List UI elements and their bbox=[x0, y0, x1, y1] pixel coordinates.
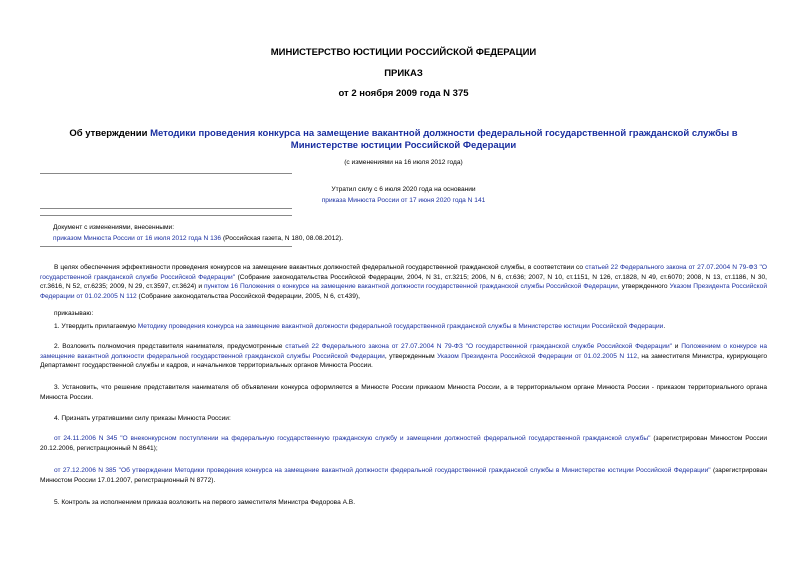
methodology-link[interactable]: Методику проведения конкурса на замещение вакантной должности федеральной государственной гражданской службы в Министерстве юстиции Российской Федерации bbox=[137, 323, 664, 330]
federal-law-article-22-link[interactable]: статьей 22 Федерального закона от 27.07.2004 N 79-ФЗ "О государственной гражданской службе Российской Федерации" bbox=[40, 264, 767, 281]
expired-order-link[interactable]: приказа Минюста России от 17 июня 2020 года N 141 bbox=[321, 197, 486, 204]
preamble-text: (Собрание законодательства Российской Федерации, 2005, N 6, ст.439), bbox=[136, 292, 360, 300]
item-4-a bbox=[40, 434, 767, 453]
item-text: (зарегистрирован Минюстом России 17.01.2007, регистрационный N 8772). bbox=[40, 467, 767, 484]
item-4: 4. Признать утратившими силу приказы Минюста России: bbox=[54, 415, 231, 422]
presidential-decree-link[interactable]: Указом Президента Российской Федерации от 01.02.2005 N 112 bbox=[437, 352, 638, 360]
item-3: 3. Установить, что решение представителя нанимателя об объявлении конкурса оформляется в Минюсте России приказом Минюста России, а в территориальном органе Минюста России - приказом территориального органа Минюста России. bbox=[40, 384, 767, 401]
item-text: (зарегистрирован Минюстом России 20.12.2006, регистрационный N 8641); bbox=[40, 435, 768, 452]
doc-date-number: от 2 ноября 2009 года N 375 bbox=[338, 88, 469, 99]
regulation-point-16-link[interactable]: пунктом 16 Положения о конкурсе на замещение вакантной должности государственной гражданской службы Российской Федерации bbox=[204, 283, 618, 291]
item-text: и bbox=[672, 343, 682, 350]
item-text: . bbox=[663, 323, 666, 330]
amended-source bbox=[53, 234, 733, 243]
preamble-text: (Собрание законодательства Российской Федерации, 2004, N 31, ст.3215; 2006, N 6, ст.636; 2007, N 10, ст.1151, N 126, ст.1828, N 49, ст.6070; 2008, N 13, ст.1186, N 30, ст.3616, N 52, ст.6235; 2009, N 29, ст.3597, ст.3624) и bbox=[40, 273, 767, 291]
item-text: , на заместителя Министра, курирующего Департамент государственной службы и кадров, и начальников территориальных органов Минюста России. bbox=[40, 352, 768, 370]
title-prefix: Об утверждении bbox=[69, 128, 151, 139]
federal-law-article-22-link[interactable]: статьей 22 Федерального закона от 27.07.2004 N 79-ФЗ "О государственной гражданской службе Российской Федерации" bbox=[285, 343, 672, 350]
expired-note: Утратил силу с 6 июля 2020 года на основании bbox=[331, 186, 476, 193]
item-2 bbox=[40, 342, 767, 371]
document-title bbox=[40, 128, 767, 152]
order-385-link[interactable]: от 27.12.2006 N 385 "Об утверждении Методики проведения конкурса на замещение вакантной должности федеральной государственной гражданской службы в Министерстве юстиции Российской Федерации" bbox=[54, 467, 711, 474]
title-methodology-link[interactable]: Методики проведения конкурса на замещение вакантной должности федеральной государственной гражданской службы в Министерстве юстиции Российской Федерации bbox=[150, 128, 738, 151]
order-345-link[interactable]: от 24.11.2006 N 345 "О внеконкурсном поступлении на федеральную государственную гражданскую службу и замещении должностей федеральной государственной гражданской службы" bbox=[54, 435, 651, 442]
presidential-decree-link[interactable]: Указом Президента Российской Федерации от 01.02.2005 N 112 bbox=[40, 283, 767, 300]
amended-source-rest: (Российская газета, N 180, 08.08.2012). bbox=[221, 235, 344, 242]
item-4-b bbox=[40, 466, 767, 485]
doc-type-heading: ПРИКАЗ bbox=[384, 68, 423, 79]
amended-note: Документ с изменениями, внесенными: bbox=[53, 224, 175, 231]
preamble-paragraph bbox=[40, 263, 767, 301]
separator-line bbox=[40, 173, 292, 174]
changes-note: (с изменениями на 16 июля 2012 года) bbox=[344, 159, 463, 166]
preamble-text: , утвержденного bbox=[617, 283, 670, 291]
competition-regulation-link[interactable]: Положением о конкурсе на замещение вакантной должности федеральной государственной гражданской службы Российской Федерации bbox=[40, 343, 767, 360]
separator-line bbox=[40, 215, 292, 216]
ministry-heading: МИНИСТЕРСТВО ЮСТИЦИИ РОССИЙСКОЙ ФЕДЕРАЦИИ bbox=[270, 47, 537, 58]
item-text: 2. Возложить полномочия представителя нанимателя, предусмотренные bbox=[54, 343, 286, 350]
item-text: 1. Утвердить прилагаемую bbox=[54, 323, 138, 330]
separator-line bbox=[40, 208, 292, 209]
preamble-text: В целях обеспечения эффективности проведения конкурсов на замещение вакантных должностей федеральной государственной гражданской службы, в соответствии со bbox=[54, 264, 586, 271]
item-1 bbox=[40, 322, 767, 332]
order-word: приказываю: bbox=[54, 310, 94, 317]
separator-line bbox=[40, 246, 292, 247]
amending-order-link[interactable]: приказом Минюста России от 16 июля 2012 года N 136 bbox=[53, 235, 222, 242]
item-5: 5. Контроль за исполнением приказа возложить на первого заместителя Министра Федорова А.В. bbox=[54, 499, 356, 506]
item-text: , утвержденным bbox=[384, 352, 438, 360]
